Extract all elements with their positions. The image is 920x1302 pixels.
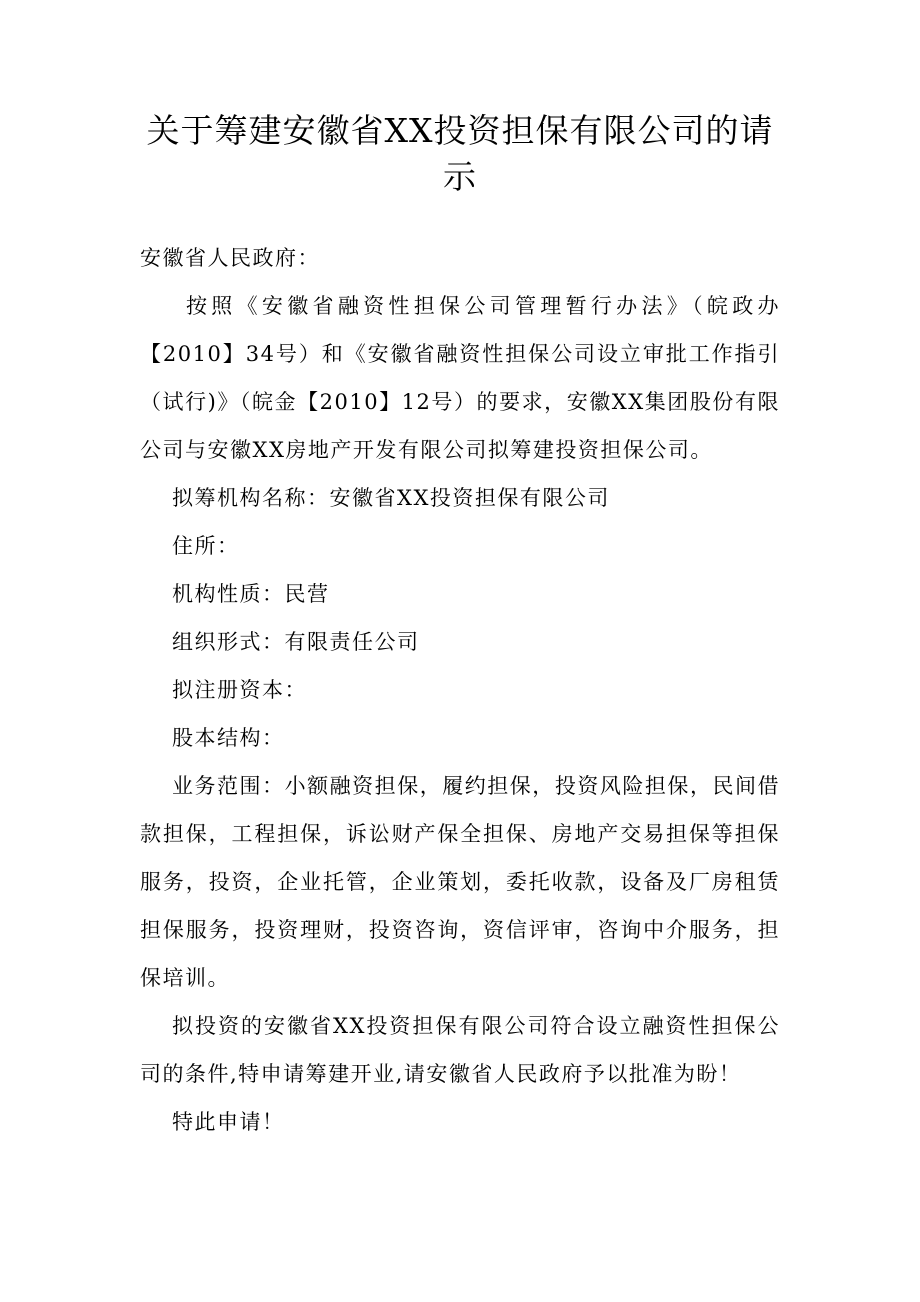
institution-nature-line: 机构性质：民营	[172, 582, 330, 606]
address-line: 住所：	[172, 534, 240, 558]
closing-paragraph: 拟投资的安徽省XX投资担保有限公司符合设立融资性担保公司的条件,特申请筹建开业,请安徽省人民政府予以批准为盼！	[140, 1014, 780, 1086]
organization-form-line: 组织形式：有限责任公司	[172, 630, 420, 654]
salutation: 安徽省人民政府：	[140, 246, 320, 270]
business-scope-paragraph: 业务范围：小额融资担保，履约担保，投资风险担保，民间借款担保，工程担保，诉讼财产保全担保、房地产交易担保等担保服务，投资，企业托管，企业策划，委托收款，设备及厂房租赁担保服务，投资理财，投资咨询，资信评审，咨询中介服务，担保培训。	[140, 774, 780, 990]
registered-capital-line: 拟注册资本：	[172, 678, 307, 702]
intro-paragraph: 按照《安徽省融资性担保公司管理暂行办法》（皖政办【2010】34号）和《安徽省融资性担保公司设立审批工作指引（试行)》（皖金【2010】12号）的要求，安徽XX集团股份有限公司与安徽XX房地产开发有限公司拟筹建投资担保公司。	[140, 294, 780, 462]
equity-structure-line: 股本结构：	[172, 726, 285, 750]
institution-name-line: 拟筹机构名称：安徽省XX投资担保有限公司	[172, 486, 610, 510]
final-statement: 特此申请！	[172, 1110, 285, 1134]
document-title: 关于筹建安徽省XX投资担保有限公司的请示	[146, 111, 774, 196]
